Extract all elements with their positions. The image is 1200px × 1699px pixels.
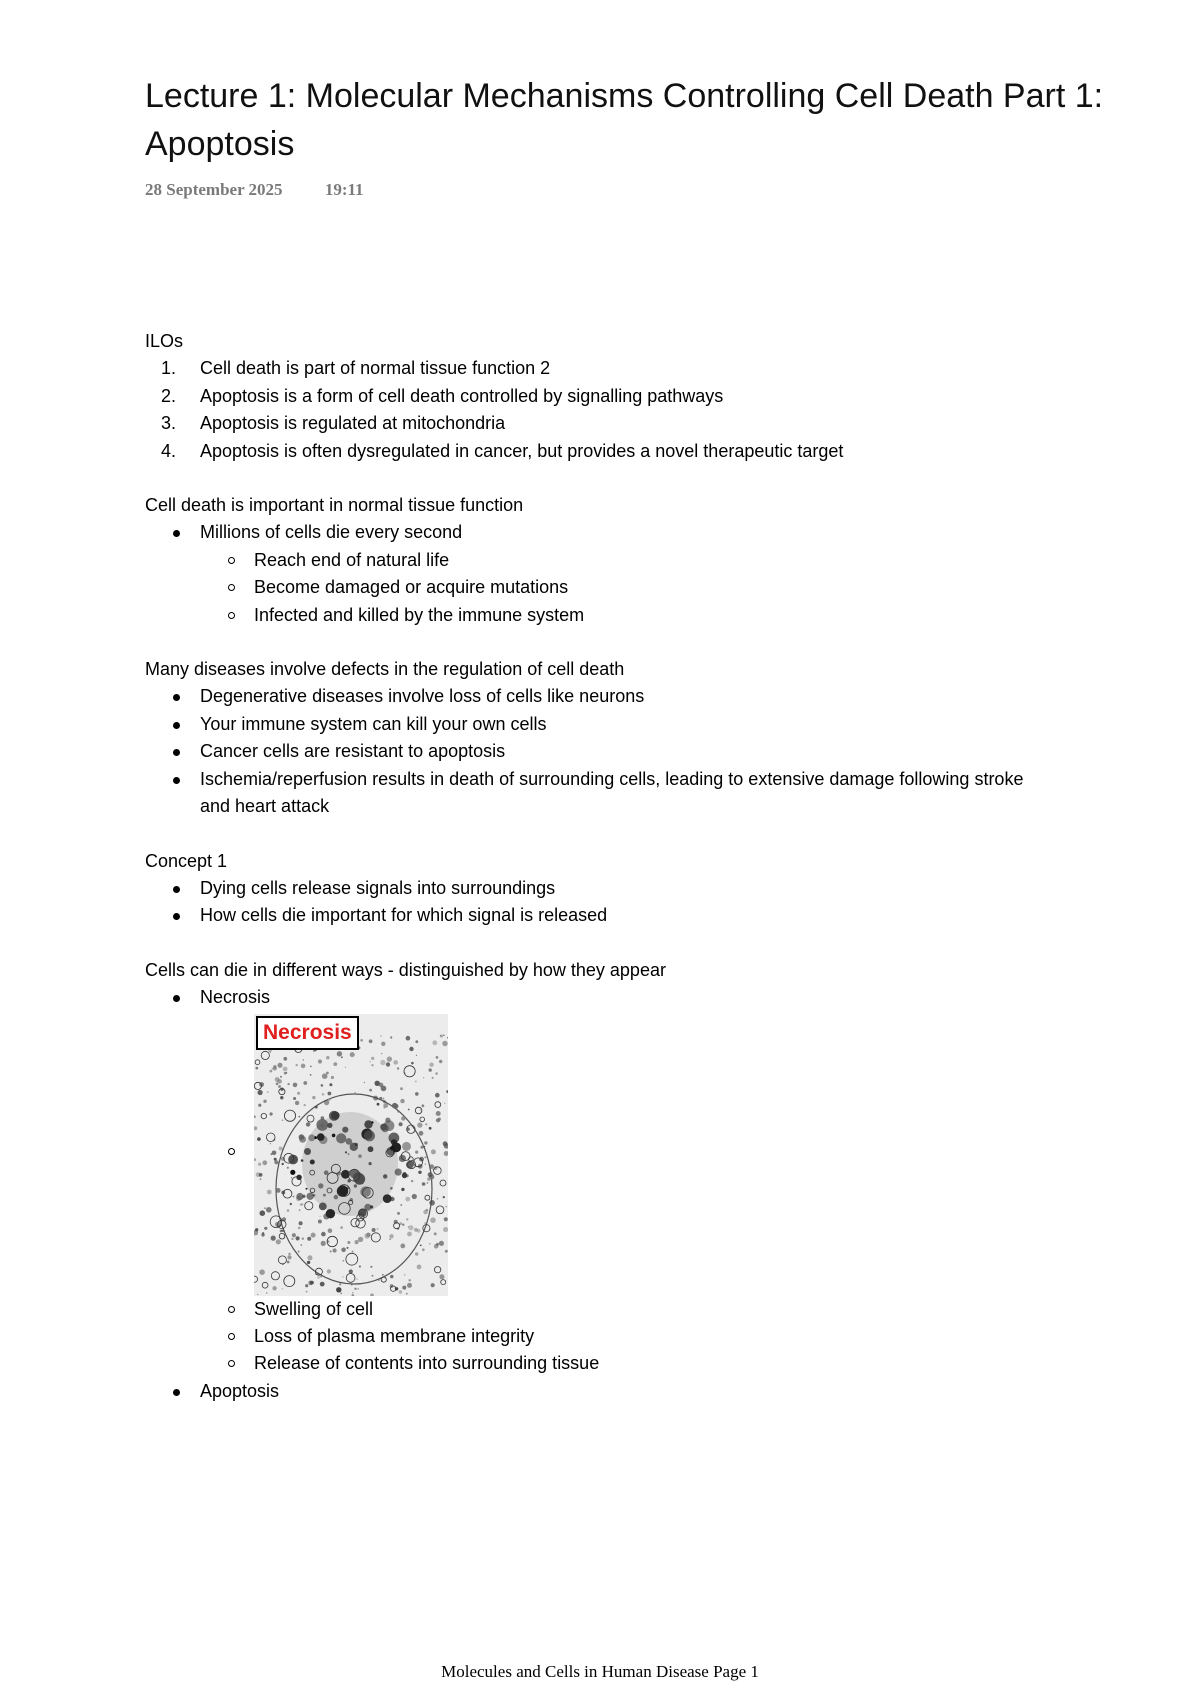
sub-list-item [200,1350,1045,1377]
list-item-text: Apoptosis is a form of cell death controlled by signalling pathways [200,385,724,406]
bullet-icon [173,1389,180,1396]
list-item-text: Apoptosis is often dysregulated in cancer, but provides a novel therapeutic target [200,440,844,461]
list-item [145,766,1045,821]
sub-list-item [200,1012,1045,1296]
necrosis-image-label: Necrosis [256,1016,359,1050]
section-heading: Many diseases involve defects in the regulation of cell death [145,659,625,680]
diseases-section [145,656,1045,820]
sub-list [200,547,1045,629]
concept-section [145,848,1045,930]
bullet-list [145,984,1045,1405]
bullet-icon [173,694,180,701]
sub-list-item [200,1296,1045,1323]
circle-bullet-icon [228,1148,235,1155]
list-item [145,1378,1045,1405]
note-body [145,328,1045,1432]
circle-bullet-icon [228,1360,235,1367]
list-item [145,738,1045,765]
circle-bullet-icon [228,612,235,619]
note-date: 28 September 2025 [145,180,283,199]
bullet-list [145,683,1045,820]
circle-bullet-icon [228,1333,235,1340]
list-item-text: Cell death is part of normal tissue function 2 [200,358,551,379]
list-item [145,984,1045,1378]
list-number: 3. [161,413,177,434]
list-item [145,383,1045,410]
section-heading: Concept 1 [145,850,228,871]
list-number: 4. [161,440,177,461]
list-number: 1. [161,358,177,379]
necrosis-micrograph-image [254,1014,448,1296]
list-number: 2. [161,385,177,406]
bullet-list [145,875,1045,930]
list-item-text: Cancer cells are resistant to apoptosis [200,741,506,762]
list-item [145,438,1045,465]
list-item-text: Ischemia/reperfusion results in death of surrounding cells, leading to extensive damage following stroke and heart attack [200,768,1024,817]
ilos-heading: ILOs [145,331,184,351]
list-item-text: Dying cells release signals into surroundings [200,877,556,898]
list-item-text: Degenerative diseases involve loss of cells like neurons [200,686,645,707]
bullet-icon [173,722,180,729]
page-title: Lecture 1: Molecular Mechanisms Controlling Cell Death Part 1: Apoptosis [145,77,1104,163]
note-time: 19:11 [324,180,364,199]
list-item-text: Swelling of cell [254,1298,374,1319]
page-footer: Molecules and Cells in Human Disease Page 1 [441,1662,759,1681]
list-item-text: Apoptosis [200,1380,280,1401]
bullet-icon [173,995,180,1002]
list-item-text: Reach end of natural life [254,549,450,570]
list-item-text: Loss of plasma membrane integrity [254,1325,535,1346]
list-item-text: Release of contents into surrounding tissue [254,1353,600,1374]
bullet-icon [173,749,180,756]
list-item [145,902,1045,929]
sub-list-item [200,602,1045,629]
sub-list-item [200,547,1045,574]
bullet-icon [173,913,180,920]
list-item-text: Millions of cells die every second [200,522,463,543]
cell-death-section [145,492,1045,629]
list-item [145,683,1045,710]
ilos-list [145,355,1045,465]
sub-list-item [200,574,1045,601]
circle-bullet-icon [228,584,235,591]
sub-list-item [200,1323,1045,1350]
micrograph-graphic [254,1014,448,1296]
ways-section [145,957,1045,1405]
list-item [145,410,1045,437]
ilos-section [145,328,1045,465]
section-heading: Cell death is important in normal tissue function [145,495,524,516]
list-item [145,519,1045,629]
list-item-text: How cells die important for which signal is released [200,905,608,926]
list-item-text: Infected and killed by the immune system [254,604,585,625]
list-item-text: Necrosis [200,987,271,1008]
list-item [145,875,1045,902]
circle-bullet-icon [228,1306,235,1313]
bullet-icon [173,530,180,537]
list-item-text: Your immune system can kill your own cells [200,713,547,734]
sub-list [200,1012,1045,1378]
bullet-list [145,519,1045,629]
circle-bullet-icon [228,557,235,564]
list-item-text: Become damaged or acquire mutations [254,577,569,598]
bullet-icon [173,777,180,784]
section-heading: Cells can die in different ways - distinguished by how they appear [145,959,666,980]
list-item [145,711,1045,738]
list-item [145,355,1045,382]
note-metadata [145,180,364,200]
bullet-icon [173,886,180,893]
list-item-text: Apoptosis is regulated at mitochondria [200,413,506,434]
